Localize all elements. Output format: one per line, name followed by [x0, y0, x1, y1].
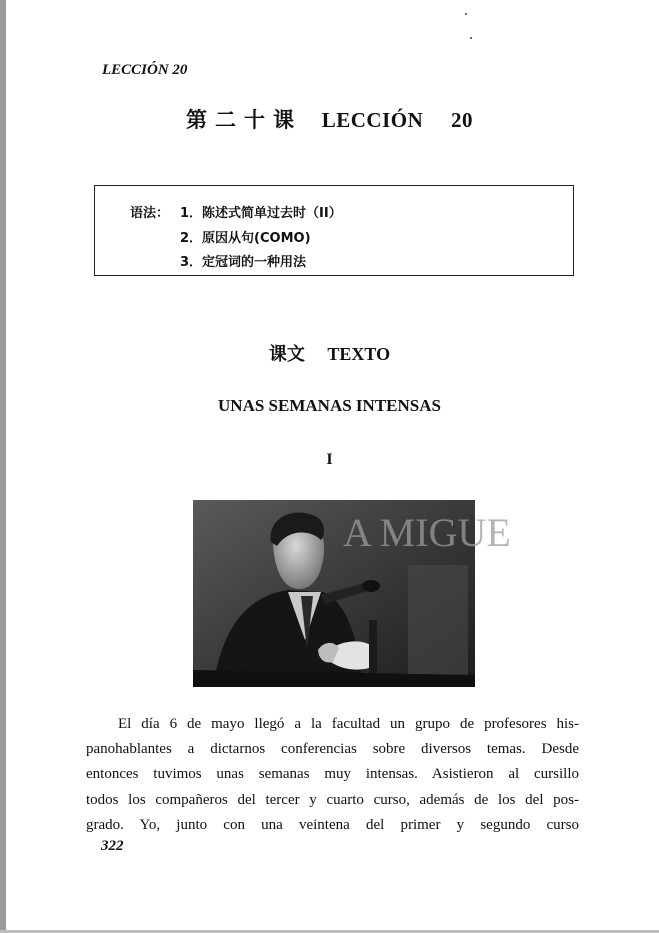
- lesson-title-chinese: 第二十课: [185, 108, 302, 132]
- part-number: I: [326, 451, 333, 468]
- scan-speck: [465, 13, 467, 15]
- body-line: panohablantes a dictarnos conferencias sobre diversos temas. Desde: [86, 741, 579, 758]
- section-title-chinese: 课文: [268, 344, 305, 364]
- photo-banner-text: A MIGUE: [343, 510, 511, 555]
- speaker-photo: [193, 500, 511, 687]
- grammar-label: 语法：: [130, 206, 170, 221]
- page-number: 322: [101, 838, 124, 854]
- lesson-title: [0, 104, 659, 134]
- body-line: entonces tuvimos unas semanas muy intensas. Asistieron al cursillo: [86, 766, 579, 783]
- section-title: [0, 340, 659, 366]
- body-text: [86, 712, 579, 838]
- lesson-title-spanish: LECCIÓN: [321, 108, 424, 132]
- body-line: todos los compañeros del tercer y cuarto curso, además de los del pos-: [86, 791, 579, 808]
- body-line: El día 6 de mayo llegó a la facultad un grupo de profesores his-: [118, 716, 579, 732]
- grammar-box: [94, 185, 574, 276]
- lesson-title-number: 20: [451, 108, 474, 132]
- text-title: UNAS SEMANAS INTENSAS: [218, 396, 441, 415]
- running-head: LECCIÓN 20: [102, 62, 188, 78]
- grammar-item: 1．陈述式简单过去时（II）: [180, 206, 342, 221]
- section-title-spanish: TEXTO: [327, 344, 391, 364]
- body-line: grado. Yo, junto con una veintena del primer y segundo curso: [86, 816, 579, 833]
- grammar-item: 3．定冠词的一种用法: [180, 255, 307, 270]
- grammar-item: 2．原因从句(COMO): [180, 231, 311, 246]
- scan-speck: [470, 37, 472, 39]
